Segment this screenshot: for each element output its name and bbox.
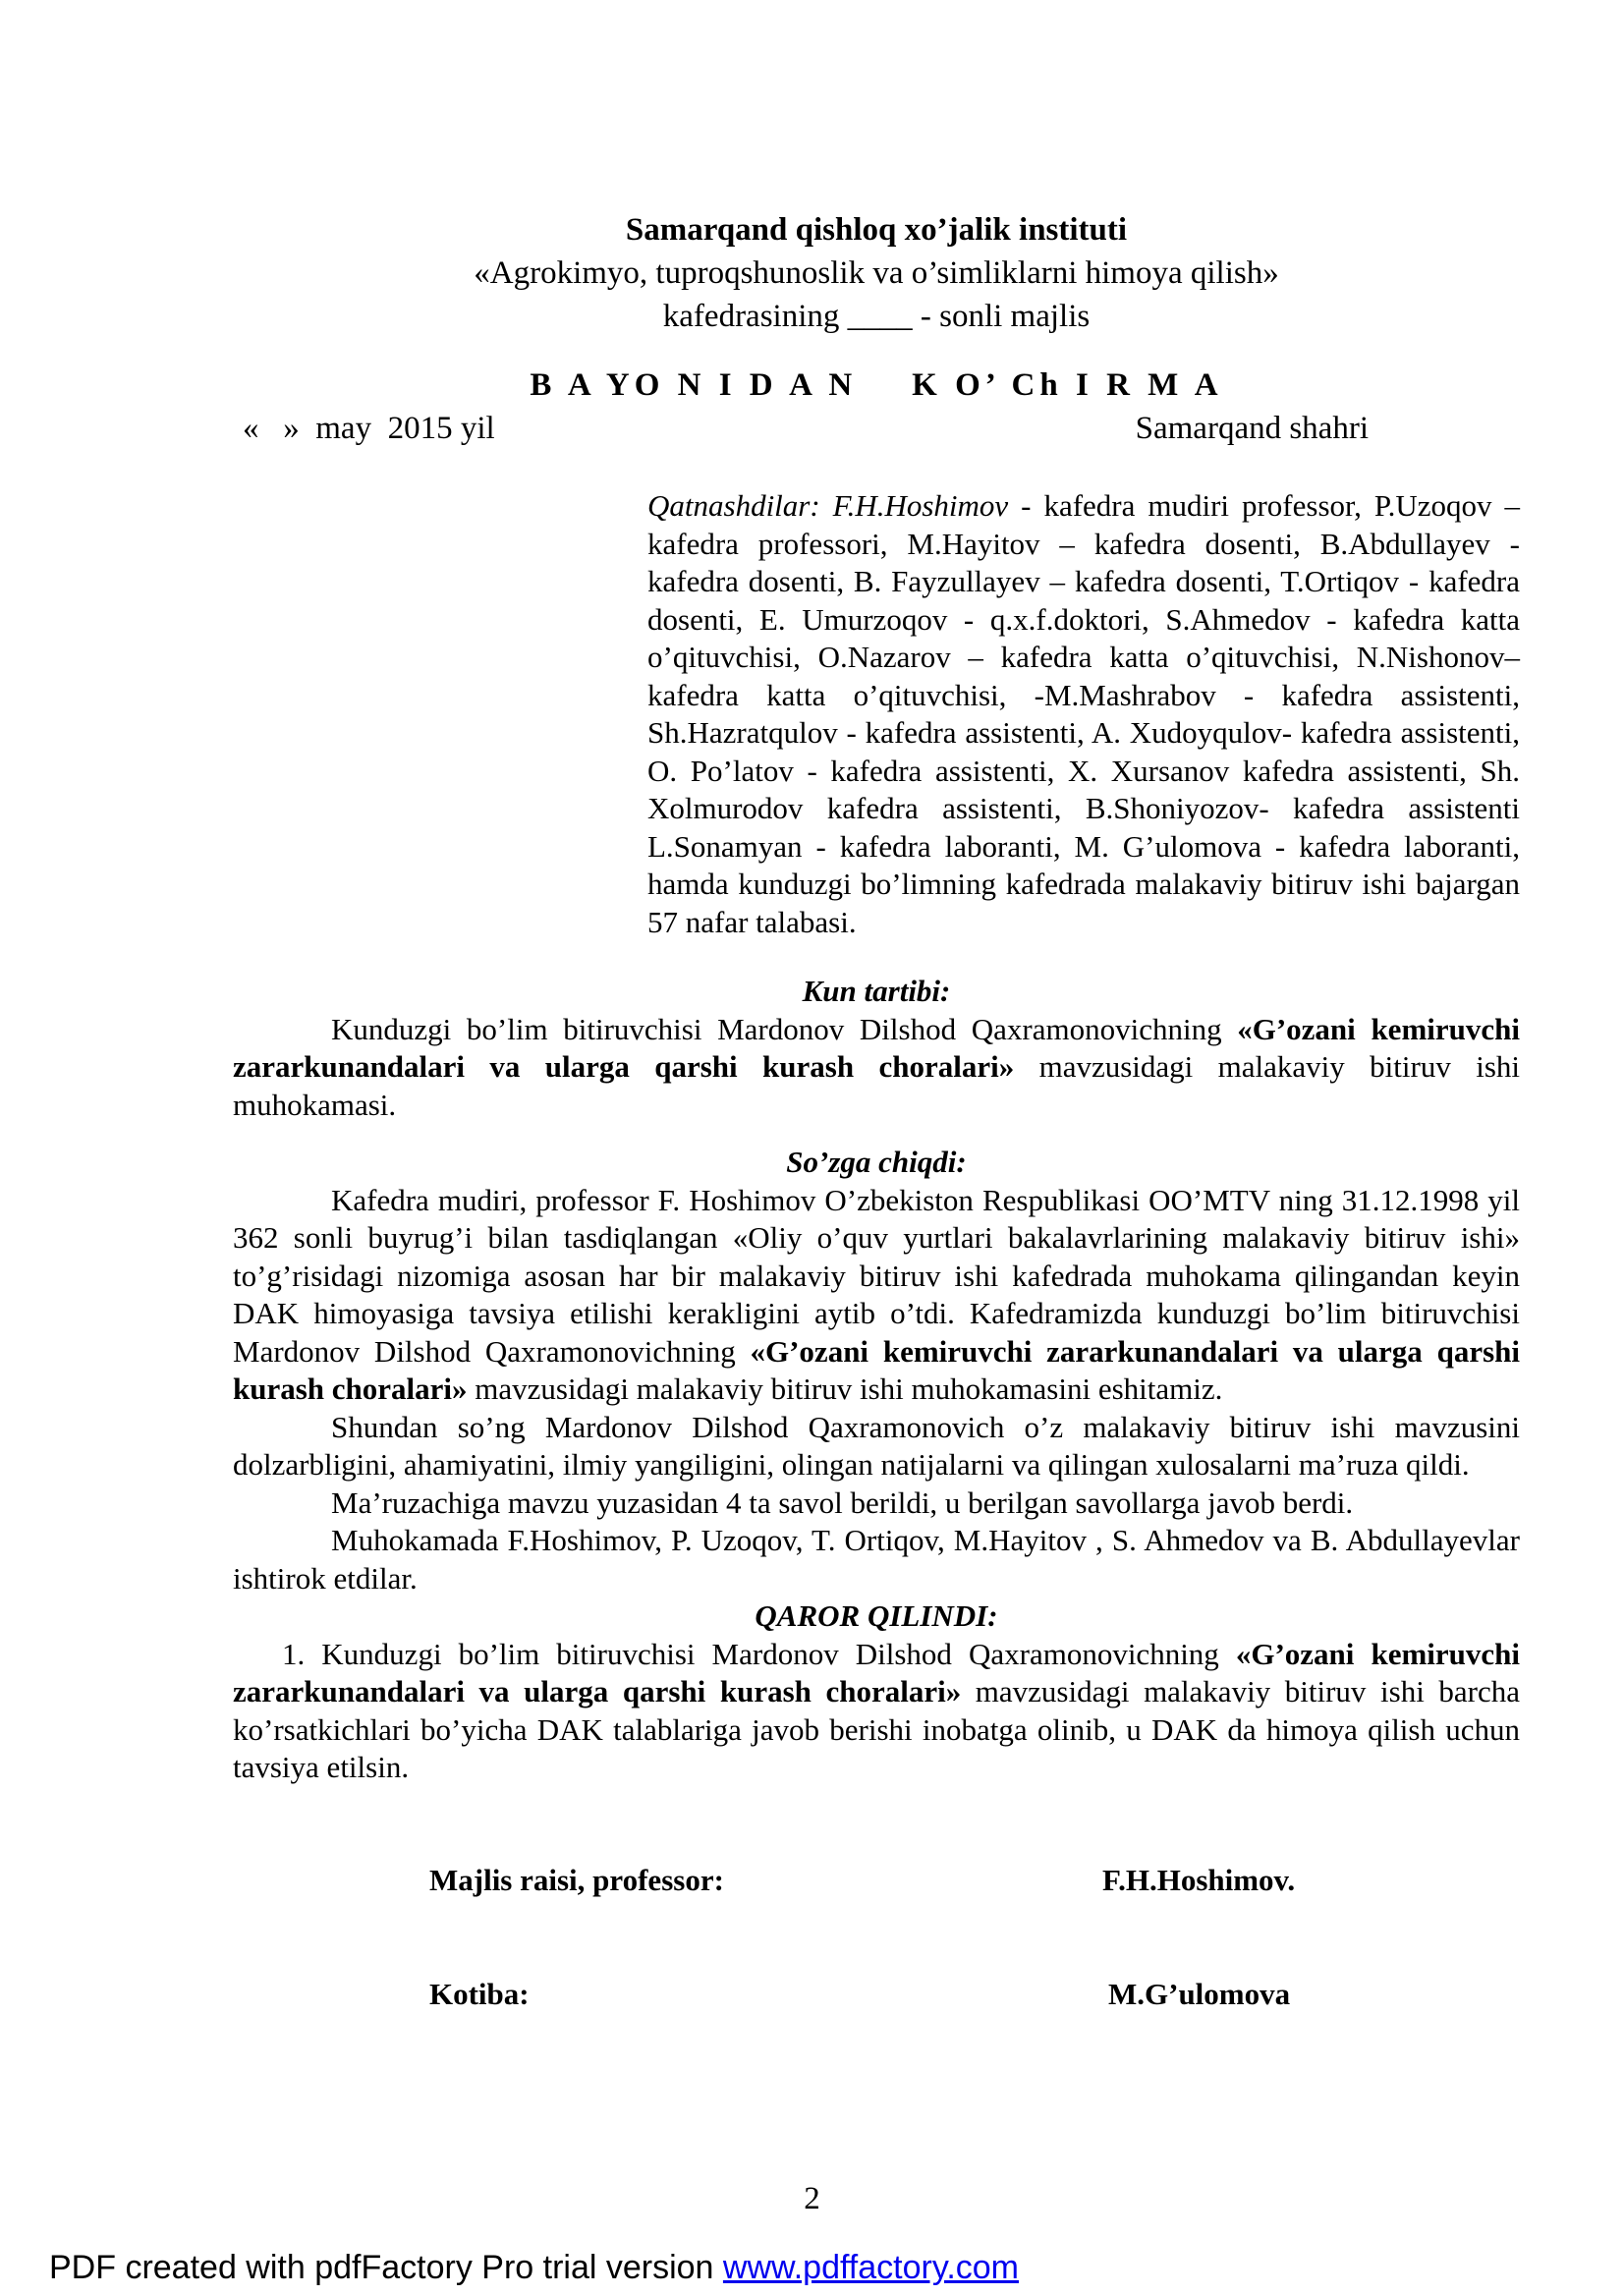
footer-link[interactable]: www.pdffactory.com: [722, 2249, 1019, 2286]
page-number: 2: [804, 2181, 820, 2216]
decision-number: 1.: [282, 1636, 306, 1671]
decision-item-1: [233, 1636, 1520, 1787]
document-title: [233, 364, 1520, 407]
title-part-2: K O’ Ch I R M A: [912, 367, 1223, 403]
department-name: «Agrokimyo, tuproqshunoslik va o’simliklarni himoya qilish»: [474, 255, 1279, 291]
decision-topic: «G’ozani kemiruvchi zararkunandalari va ularga qarshi kurash choralari»: [233, 1636, 1521, 1708]
agenda-text-before: Kunduzgi bo’lim bitiruvchisi Mardonov Dilshod Qaxramonovichning: [331, 1011, 1238, 1046]
agenda-text-after: mavzusidagi malakaviy bitiruv ishi muhokamasi.: [233, 1049, 1521, 1122]
document-city: Samarqand shahri: [1135, 411, 1369, 446]
session-line: kafedrasining ____ - sonli majlis: [662, 299, 1091, 334]
speech-paragraph-4: Muhokamada F.Hoshimov, P. Uzoqov, T. Ortiqov, M.Hayitov , S. Ahmedov va B. Abdullayevlar ishtirok etdilar.: [233, 1523, 1520, 1596]
speech-p1-before: Kafedra mudiri, professor F. Hoshimov O’zbekiston Respublikasi OO’MTV ning 31.12.1998 yil 362 sonli buyrug’i bilan tasdiqlangan «Oliy o’quv yurtlari bakalavrlarining malakaviy bitiruv ishi» to’g’risidagi nizomiga asosan har bir malakaviy bitiruv ishi kafedrada muhokama qilingandan keyin DAK himoyasiga tavsiya etilishi kerakligini aytib o’tdi. Kafedramizda kunduzgi bo’lim bitiruvchisi Mardonov Dilshod Qaxramonovichning: [233, 1182, 1520, 1369]
document-page: [233, 208, 1520, 2014]
decision-heading: QAROR QILINDI:: [755, 1598, 998, 1633]
chair-label: Majlis raisi, professor:: [429, 1862, 724, 1897]
speech-paragraph-2: Shundan so’ng Mardonov Dilshod Qaxramonovich o’z malakaviy bitiruv ishi mavzusini dolzarbligini, ahamiyatini, ilmiy yangiligini, olingan natijalarni va qilingan xulosalarni ma’ruza qildi.: [233, 1409, 1520, 1482]
participants-text: - kafedra mudiri professor, P.Uzoqov – kafedra professori, M.Hayitov – kafedra dosenti, B.Abdullayev - kafedra dosenti, B. Fayzullayev – kafedra dosenti, T.Ortiqov - kafedra dosenti, E. Umurzoqov - q.x.f.doktori, S.Ahmedov - kafedra katta o’qituvchisi, O.Nazarov – kafedra katta o’qituvchisi, N.Nishonov–kafedra katta o’qituvchisi, -M.Mashrabov - kafedra assistenti, Sh.Hazratqulov - kafedra assistenti, A. Xudoyqulov- kafedra assistenti, O. Po’latov - kafedra assistenti, X. Xursanov kafedra assistenti, Sh. Xolmurodov kafedra assistenti, B.Shoniyozov- kafedra assistenti L.Sonamyan - kafedra laboranti, M. G’ulomova - kafedra laboranti, hamda kunduzgi bo’limning kafedrada malakaviy bitiruv ishi bajargan 57 nafar talabasi.: [647, 488, 1520, 939]
agenda-heading: Kun tartibi:: [802, 974, 951, 1008]
speech-paragraph-3: Ma’ruzachiga mavzu yuzasidan 4 ta savol berildi, u berilgan savollarga javob berdi.: [331, 1484, 1354, 1520]
speech-paragraph-1: [233, 1182, 1520, 1409]
speech-heading: So’zga chiqdi:: [786, 1145, 967, 1179]
secretary-signature-row: [429, 1976, 1520, 2014]
document-date: « » may 2015 yil: [243, 411, 495, 446]
decision-text-before: Kunduzgi bo’lim bitiruvchisi Mardonov Dilshod Qaxramonovichning: [305, 1636, 1236, 1671]
speech-p1-after: mavzusidagi malakaviy bitiruv ishi muhokamasini eshitamiz.: [467, 1372, 1223, 1406]
chair-name: F.H.Hoshimov.: [1102, 1862, 1296, 1897]
chair-signature-row: [429, 1862, 1520, 1900]
secretary-label: Kotiba:: [429, 1977, 530, 2011]
decision-text-after: mavzusidagi malakaviy bitiruv ishi barcha ko’rsatkichlari bo’yicha DAK talablariga javob berishi inobatga olinib, u DAK da himoya qilish uchun tavsiya etilsin.: [233, 1674, 1520, 1784]
participants-block: [647, 487, 1520, 941]
secretary-name: M.G’ulomova: [1108, 1977, 1291, 2011]
footer-text: PDF created with pdfFactory Pro trial version: [49, 2249, 723, 2286]
pdf-footer: [49, 2248, 1019, 2287]
participants-label: Qatnashdilar: F.H.Hoshimov: [647, 488, 1009, 523]
agenda-paragraph: [233, 1011, 1520, 1125]
title-part-1: B A YO N I D A N: [530, 367, 858, 403]
institute-name: Samarqand qishloq xo’jalik instituti: [625, 212, 1128, 248]
date-city-row: [243, 407, 1369, 450]
speech-p1-topic: «G’ozani kemiruvchi zararkunandalari va ularga qarshi kurash choralari»: [233, 1333, 1520, 1406]
agenda-topic: «G’ozani kemiruvchi zararkunandalari va ularga qarshi kurash choralari»: [233, 1011, 1520, 1084]
